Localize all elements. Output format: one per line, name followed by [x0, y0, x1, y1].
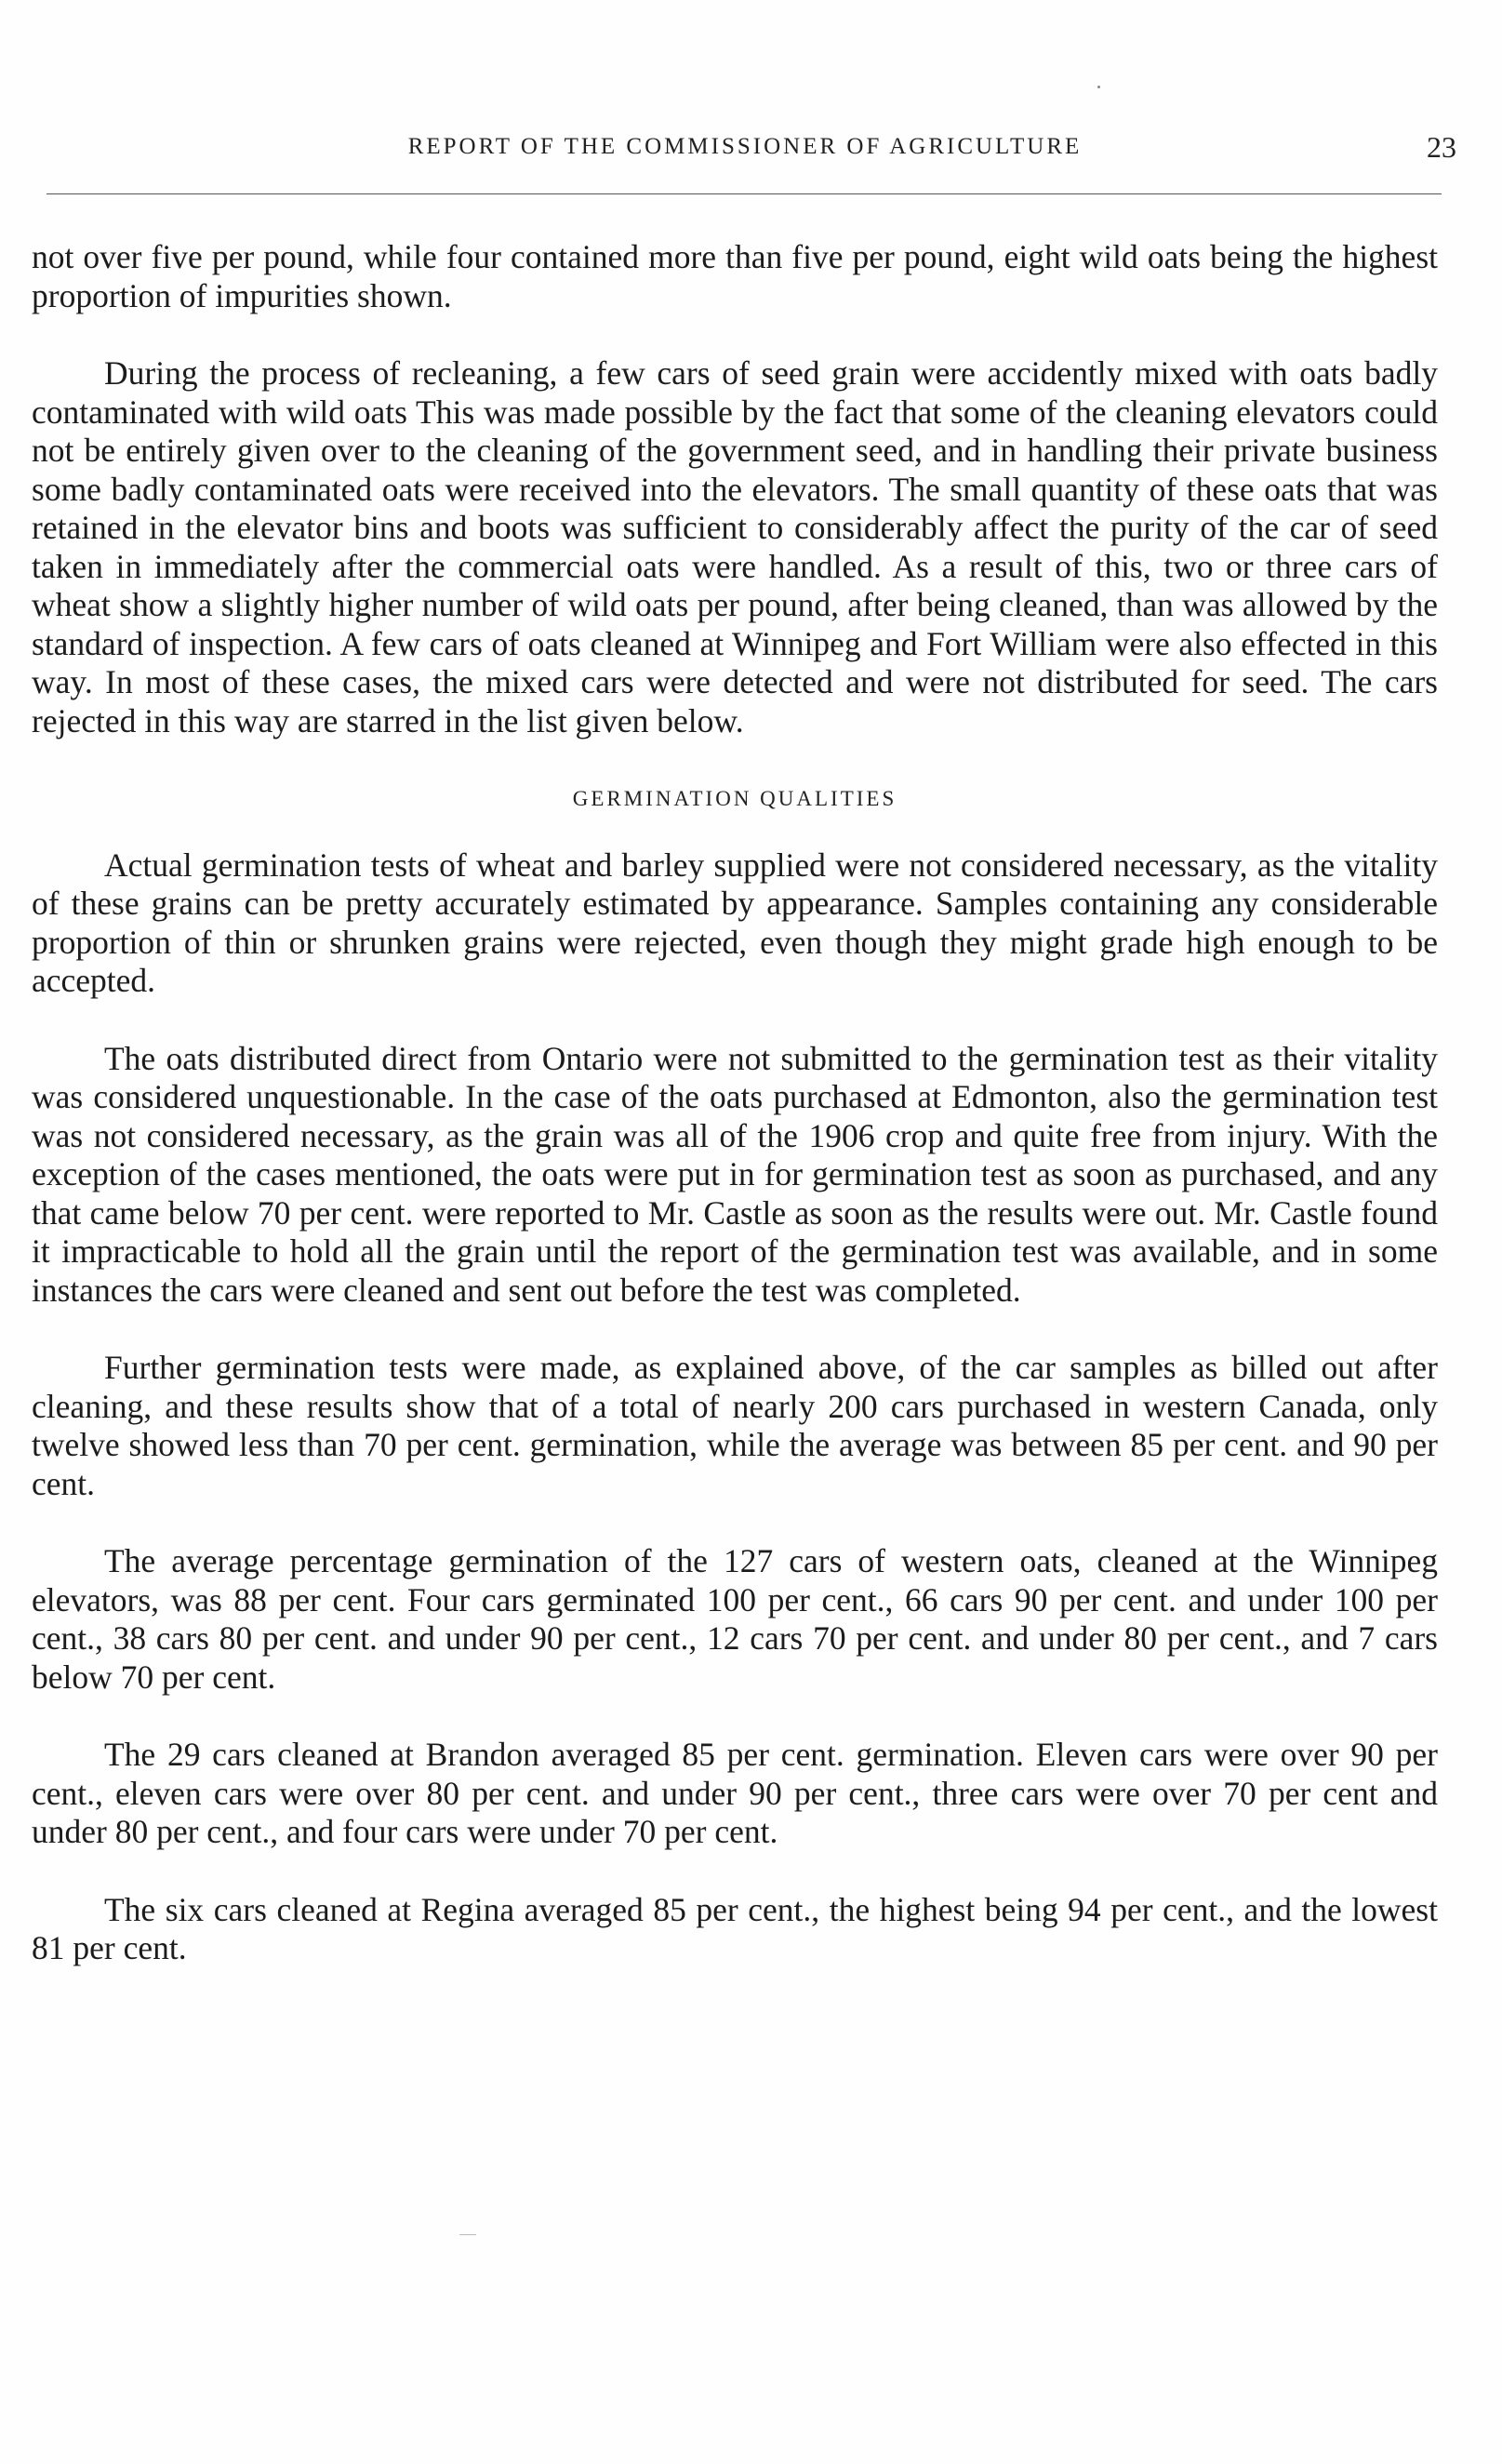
header-rule — [47, 193, 1442, 194]
paragraph-3: Actual germination tests of wheat and barley supplied were not considered necessary, as the vitality of these grains can be pretty accurately estimated by appearance. Samples containing any considerable proportion of thin or shrunken grains were rejected, even though they might grade high enough to be accepted. — [32, 846, 1438, 999]
running-title: REPORT OF THE COMMISSIONER OF AGRICULTURE — [407, 134, 1083, 159]
paragraph-1: not over five per pound, while four contained more than five per pound, eight wild oats being the highest proportion of impurities shown. — [32, 238, 1438, 314]
paragraph-4: The oats distributed direct from Ontario were not submitted to the germination test as their vitality was considered unquestionable. In the case of the oats purchased at Edmonton, also the germination test was not considered necessary, as the grain was all of the 1906 crop and quite free from injury. With the exception of the cases mentioned, the oats were put in for germination test as soon as purchased, and any that came below 70 per cent. were reported to Mr. Castle as soon as the results were out. Mr. Castle found it impracticable to hold all the grain until the report of the germination test was available, and in some instances the cars were cleaned and sent out before the test was completed. — [32, 1039, 1438, 1309]
paragraph-7: The 29 cars cleaned at Brandon averaged 85 per cent. germination. Eleven cars were over 90 per cent., eleven cars were over 80 per cent. and under 90 per cent., three cars were over 70 per cent and under 80 per cent., and four cars were under 70 per cent. — [32, 1736, 1438, 1850]
stray-mark-top — [1097, 86, 1100, 88]
section-heading: GERMINATION QUALITIES — [572, 787, 897, 810]
paragraph-2: During the process of recleaning, a few cars of seed grain were accidently mixed with oats badly contaminated with wild oats This was made possible by the fact that some of the cleaning elevators could not be entirely given over to the cleaning of the government seed, and in handling their private business some badly contaminated oats were received into the elevators. The small quantity of these oats that was retained in the elevator bins and boots was sufficient to considerably affect the purity of the car of seed taken in immediately after the commercial oats were handled. As a result of this, two or three cars of wheat show a slightly higher number of wild oats per pound, after being cleaned, than was allowed by the standard of inspection. A few cars of oats cleaned at Winnipeg and Fort William were also effected in this way. In most of these cases, the mixed cars were detected and were not distributed for seed. The cars rejected in this way are starred in the list given below. — [32, 354, 1438, 739]
page-number: 23 — [1427, 130, 1456, 164]
running-header — [33, 130, 1456, 171]
stray-mark-bottom — [459, 2234, 476, 2235]
paragraph-8: The six cars cleaned at Regina averaged 85 per cent., the highest being 94 per cent., and the lowest 81 per cent. — [32, 1890, 1438, 1966]
paragraph-5: Further germination tests were made, as explained above, of the car samples as billed out after cleaning, and these results show that of a total of nearly 200 cars purchased in western Canada, only twelve showed less than 70 per cent. germination, while the average was between 85 per cent. and 90 per cent. — [32, 1349, 1438, 1502]
paragraph-6: The average percentage germination of the 127 cars of western oats, cleaned at the Winnipeg elevators, was 88 per cent. Four cars germinated 100 per cent., 66 cars 90 per cent. and under 100 per cent., 38 cars 80 per cent. and under 90 per cent., 12 cars 70 per cent. and under 80 per cent., and 7 cars below 70 per cent. — [32, 1542, 1438, 1696]
body-text — [32, 238, 1438, 2007]
